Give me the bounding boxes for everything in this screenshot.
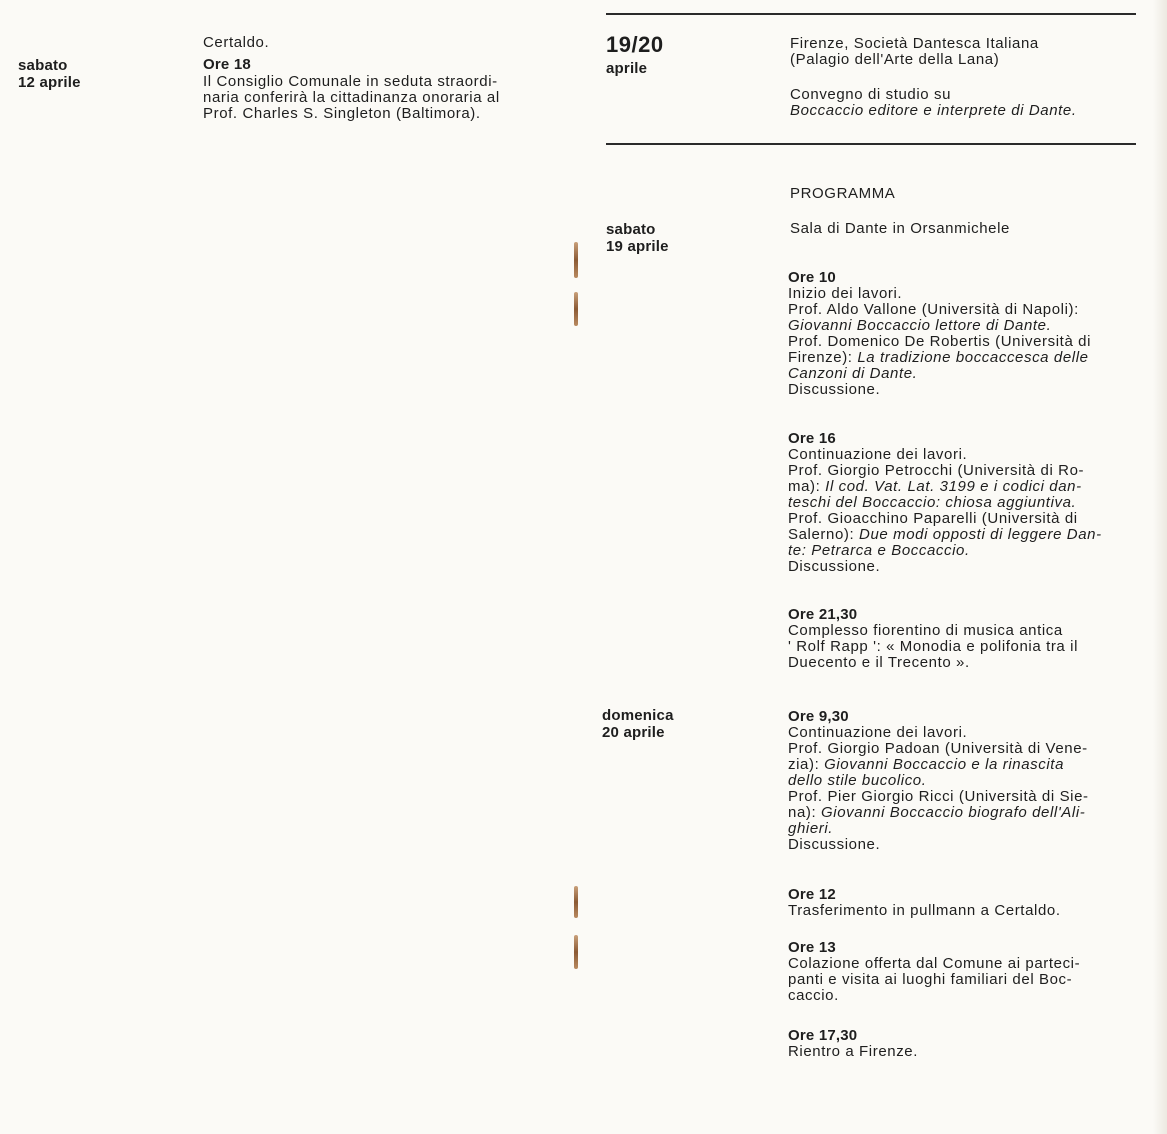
text-italic: Il cod. Vat. Lat. 3199 e i codici dan- xyxy=(825,478,1082,495)
day-name: sabato xyxy=(606,221,656,238)
day-name: domenica xyxy=(602,707,674,724)
text-plain: zia): xyxy=(788,756,825,773)
venue-line: Firenze, Società Dantesca Italiana xyxy=(790,35,1039,52)
page-fold-shadow xyxy=(1153,0,1167,1134)
venue-orsanmichele: Sala di Dante in Orsanmichele xyxy=(790,220,1011,237)
place-certaldo: Certaldo. xyxy=(203,34,270,51)
staple-mark xyxy=(574,935,578,969)
text-line xyxy=(788,527,1135,543)
venue-line: (Palagio dell'Arte della Lana) xyxy=(790,51,1000,68)
text-line: ' Rolf Rapp ': « Monodia e polifonia tra il xyxy=(788,638,1079,655)
text-line: ghieri. xyxy=(788,820,834,837)
text-line: Inizio dei lavori. xyxy=(788,285,903,302)
day-date: 12 aprile xyxy=(18,74,81,91)
text-line xyxy=(788,350,1135,366)
session-ore-17-30 xyxy=(788,1027,1135,1060)
text-line: Prof. Gioacchino Paparelli (Università di xyxy=(788,510,1078,527)
text-line: Giovanni Boccaccio lettore di Dante. xyxy=(788,317,1052,334)
text-plain: ma): xyxy=(788,478,826,495)
left-event-text xyxy=(203,74,551,122)
staple-mark xyxy=(574,292,578,326)
text-line: Complesso fiorentino di musica antica xyxy=(788,622,1063,639)
text-line: Colazione offerta dal Comune ai parteci- xyxy=(788,955,1081,972)
staple-mark xyxy=(574,886,578,918)
text-italic: Giovanni Boccaccio e la rinascita xyxy=(824,756,1065,773)
text-line: Continuazione dei lavori. xyxy=(788,724,968,741)
session-ore-10 xyxy=(788,269,1135,398)
session-ore-13 xyxy=(788,939,1135,1004)
text-line: Canzoni di Dante. xyxy=(788,365,918,382)
day-label-12-april xyxy=(18,57,81,91)
staple-mark xyxy=(574,242,578,278)
text-line: Continuazione dei lavori. xyxy=(788,446,968,463)
time-ore-18: Ore 18 xyxy=(203,56,251,73)
text-plain: Salerno): xyxy=(788,526,860,543)
text-line: Il Consiglio Comunale in seduta straordi- xyxy=(203,73,498,90)
venue-block xyxy=(790,36,1039,68)
convegno-block xyxy=(790,87,1077,119)
date-month: aprile xyxy=(606,60,648,77)
bottom-rule xyxy=(606,143,1136,145)
text-italic: Giovanni Boccaccio biografo dell'Ali- xyxy=(821,804,1086,821)
text-italic: La tradizione boccaccesca delle xyxy=(857,349,1089,366)
text-line: Discussione. xyxy=(788,836,881,853)
text-line xyxy=(788,479,1135,495)
text-line xyxy=(788,757,1135,773)
convegno-title: Boccaccio editore e interprete di Dante. xyxy=(790,102,1077,119)
text-line: Prof. Charles S. Singleton (Baltimora). xyxy=(203,105,481,122)
session-ore-21-30 xyxy=(788,606,1135,671)
text-line: Prof. Giorgio Padoan (Università di Vene- xyxy=(788,740,1088,757)
programma-heading: PROGRAMMA xyxy=(790,185,896,202)
session-time: Ore 10 xyxy=(788,269,836,286)
session-time: Ore 17,30 xyxy=(788,1027,858,1044)
day-name: sabato xyxy=(18,57,68,74)
text-line: Rientro a Firenze. xyxy=(788,1043,919,1060)
date-big: 19/20 xyxy=(606,32,664,57)
text-line: Prof. Pier Giorgio Ricci (Università di Sie- xyxy=(788,788,1089,805)
session-ore-9-30 xyxy=(788,708,1135,853)
text-plain: Firenze): xyxy=(788,349,858,366)
text-plain: na): xyxy=(788,804,822,821)
text-line: panti e visita ai luoghi familiari del Boc- xyxy=(788,971,1073,988)
text-line: naria conferirà la cittadinanza onoraria al xyxy=(203,89,500,106)
day-label-19-april xyxy=(606,221,669,255)
text-line: Prof. Domenico De Robertis (Università di xyxy=(788,333,1092,350)
text-line: Prof. Giorgio Petrocchi (Università di Ro- xyxy=(788,462,1085,479)
session-time: Ore 13 xyxy=(788,939,836,956)
session-time: Ore 12 xyxy=(788,886,836,903)
text-line: Duecento e il Trecento ». xyxy=(788,654,970,671)
text-line: caccio. xyxy=(788,987,839,1004)
convegno-line: Convegno di studio su xyxy=(790,86,952,103)
day-date: 19 aprile xyxy=(606,238,669,255)
top-rule xyxy=(606,13,1136,15)
text-line: dello stile bucolico. xyxy=(788,772,927,789)
text-line: Trasferimento in pullmann a Certaldo. xyxy=(788,902,1061,919)
text-line: Prof. Aldo Vallone (Università di Napoli): xyxy=(788,301,1079,318)
text-italic: Due modi opposti di leggere Dan- xyxy=(859,526,1102,543)
session-time: Ore 16 xyxy=(788,430,836,447)
text-line: te: Petrarca e Boccaccio. xyxy=(788,542,970,559)
session-ore-16 xyxy=(788,430,1135,575)
session-ore-12 xyxy=(788,886,1135,919)
session-time: Ore 21,30 xyxy=(788,606,858,623)
text-line xyxy=(788,805,1135,821)
text-line: Discussione. xyxy=(788,381,881,398)
text-line: teschi del Boccaccio: chiosa aggiuntiva. xyxy=(788,494,1077,511)
text-line: Discussione. xyxy=(788,558,881,575)
session-time: Ore 9,30 xyxy=(788,708,849,725)
day-label-20-april xyxy=(602,707,674,741)
day-date: 20 aprile xyxy=(602,724,665,741)
